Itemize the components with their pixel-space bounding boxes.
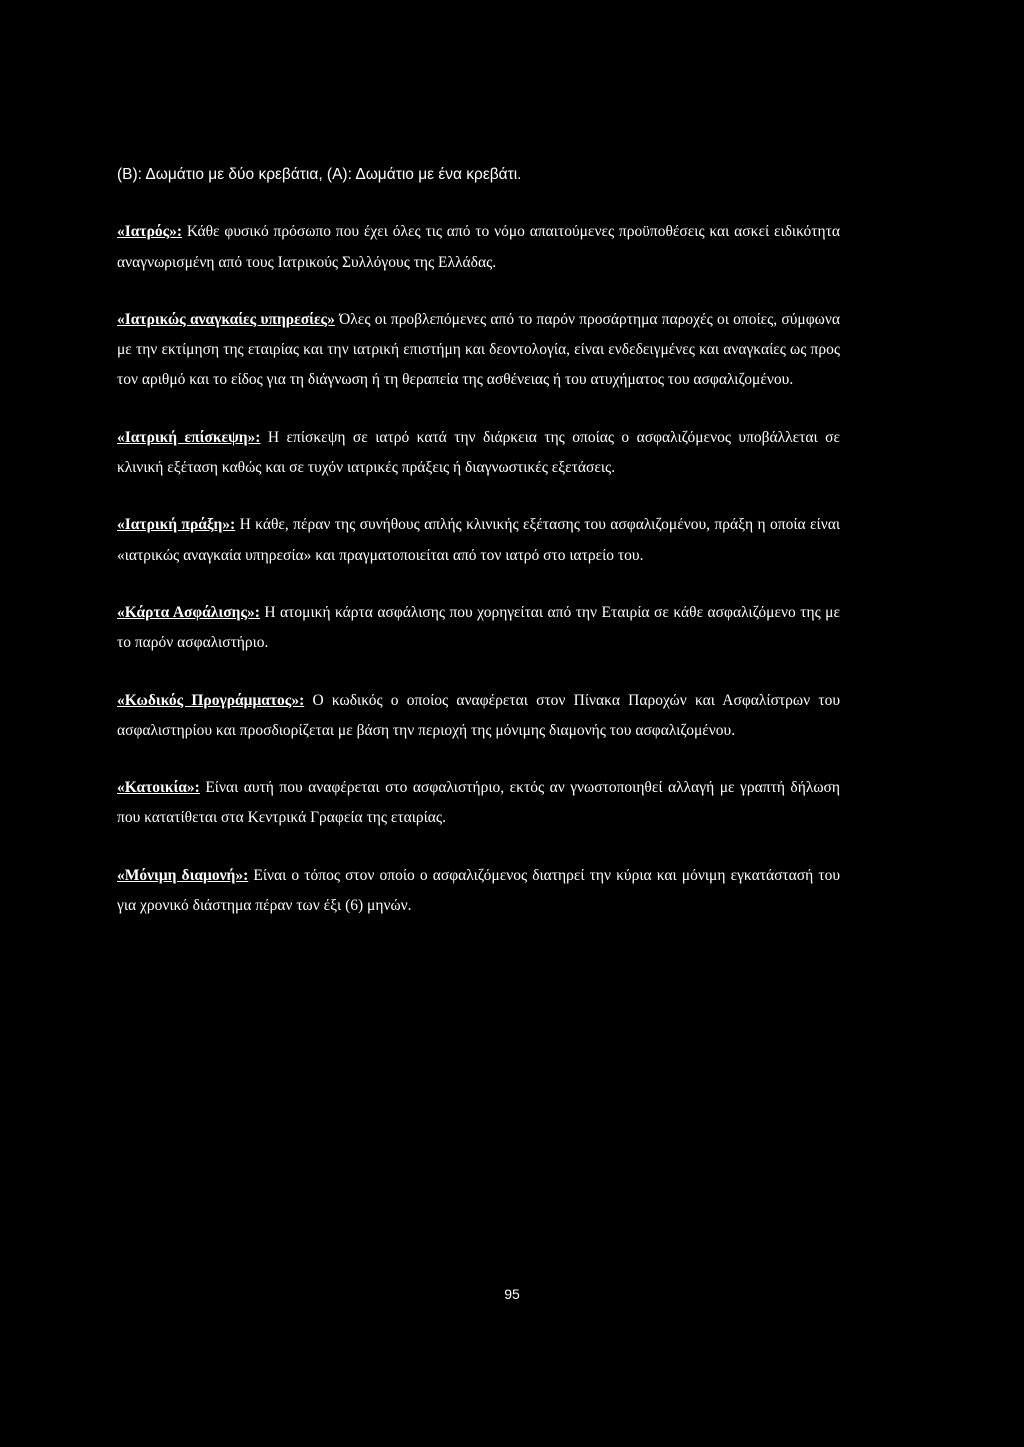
- definition-text: Είναι αυτή που αναφέρεται στο ασφαλιστήριο, εκτός αν γνωστοποιηθεί αλλαγή με γραπτή δήλωση που κατατίθεται στα Κεντρικά Γραφεία της εταιρίας.: [117, 779, 840, 827]
- definition-medical-procedure: [117, 510, 840, 571]
- definition-doctor: [117, 217, 840, 278]
- document-body: [117, 160, 840, 948]
- definition-term: «Κατοικία»:: [117, 779, 200, 797]
- definition-text: Η κάθε, πέραν της συνήθους απλής κλινικής εξέτασης του ασφαλιζομένου, πράξη η οποία είναι «ιατρικώς αναγκαία υπηρεσία» και πραγματοποιείται από τον ιατρό στο ιατρείο του.: [117, 516, 840, 564]
- definition-term: «Ιατρός»:: [117, 223, 183, 241]
- definition-term: «Κωδικός Προγράμματος»:: [117, 691, 305, 709]
- definition-text: Ο κωδικός ο οποίος αναφέρεται στον Πίνακα Παροχών και Ασφαλίστρων του ασφαλιστηρίου και προσδιορίζεται με βάση την περιοχή της μόνιμης διαμονής του ασφαλιζομένου.: [117, 691, 840, 739]
- page-number: 95: [504, 1286, 520, 1302]
- definition-term: «Κάρτα Ασφάλισης»:: [117, 603, 260, 621]
- definition-permanent-residence: [117, 861, 840, 922]
- definition-text: Όλες οι προβλεπόμενες από το παρόν προσάρτημα παροχές οι οποίες, σύμφωνα με την εκτίμηση της εταιρίας και την ιατρική επιστήμη και δεοντολογία, είναι ενδεδειγμένες και αναγκαίες ως προς τον αριθμό και το είδος για τη διάγνωση ή τη θεραπεία της ασθένειας ή του ατυχήματος του ασφαλιζομένου.: [117, 310, 840, 389]
- definition-text: Η ατομική κάρτα ασφάλισης που χορηγείται από την Εταιρία σε κάθε ασφαλιζόμενο της με το παρόν ασφαλιστήριο.: [117, 603, 840, 652]
- definition-term: «Ιατρική πράξη»:: [117, 516, 236, 534]
- definition-medically-necessary-services: [117, 305, 840, 396]
- definition-text: Κάθε φυσικό πρόσωπο που έχει όλες τις από το νόμο απαιτούμενες προϋποθέσεις και ασκεί ειδικότητα αναγνωρισμένη από τους Ιατρικούς Συλλόγους της Ελλάδας.: [117, 223, 840, 271]
- definition-insurance-card: [117, 598, 840, 659]
- definition-term: «Ιατρική επίσκεψη»:: [117, 428, 261, 446]
- definition-term: «Ιατρικώς αναγκαίες υπηρεσίες»: [117, 310, 335, 328]
- definition-medical-visit: [117, 423, 840, 484]
- room-type-legend: (Β): Δωμάτιο με δύο κρεβάτια, (Α): Δωμάτιο με ένα κρεβάτι.: [117, 166, 522, 183]
- definition-text: Η επίσκεψη σε ιατρό κατά την διάρκεια της οποίας ο ασφαλιζόμενος υποβάλλεται σε κλινική εξέταση καθώς και σε τυχόν ιατρικές πράξεις ή διαγνωστικές εξετάσεις.: [117, 428, 840, 477]
- definition-residence: [117, 773, 840, 834]
- definition-text: Είναι ο τόπος στον οποίο ο ασφαλιζόμενος διατηρεί την κύρια και μόνιμη εγκατάστασή του για χρονικό διάστημα πέραν των έξι (6) μηνών.: [117, 866, 840, 915]
- definition-program-code: [117, 686, 840, 747]
- definition-term: «Μόνιμη διαμονή»:: [117, 866, 249, 884]
